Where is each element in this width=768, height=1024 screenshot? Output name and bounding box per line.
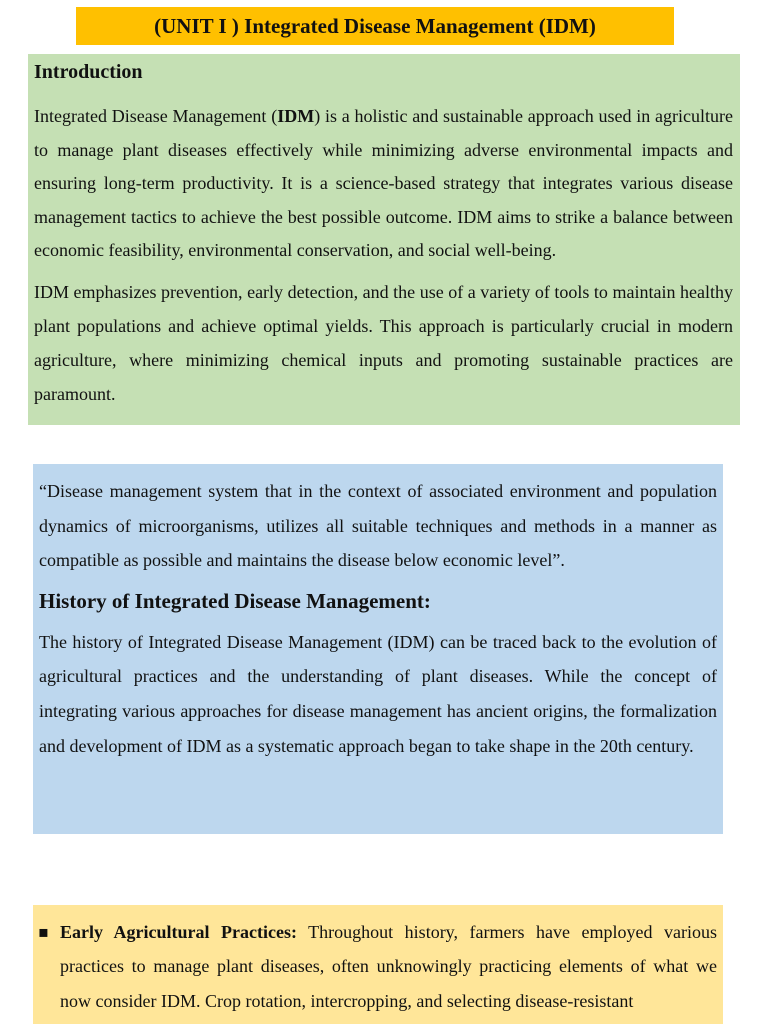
introduction-heading: Introduction: [34, 61, 143, 83]
history-bullets-section: [33, 905, 723, 1024]
list-item: [38, 915, 717, 1018]
intro-text-start: Integrated Disease Management (: [34, 106, 278, 126]
introduction-paragraph-2: IDM emphasizes prevention, early detection, and the use of a variety of tools to maintain healthy plant populations and achieve optimal yields. This approach is particularly crucial in modern agriculture, where minimizing chemical inputs and promoting sustainable practices are paramount.: [34, 281, 733, 404]
bullet-body: Throughout history, farmers have employed various practices to manage plant diseases, often unknowingly practicing elements of what we now consider IDM. Crop rotation, intercropping, and selecting disease-resistant: [60, 922, 718, 1011]
bullet-text: [60, 915, 717, 1018]
introduction-paragraph-1: [34, 100, 733, 268]
history-heading: History of Integrated Disease Management:: [39, 588, 431, 613]
idm-definition-quote: “Disease management system that in the context of associated environment and population dynamics of microorganisms, utilizes all suitable techniques and methods in a manner as compatible as possible and maintains the disease below economic level”.: [39, 481, 717, 571]
definition-history-section: [33, 464, 723, 834]
unit-title-banner: [76, 7, 674, 45]
introduction-section: [28, 54, 740, 425]
idm-abbreviation: IDM: [277, 106, 315, 126]
square-bullet-icon: ▪: [38, 922, 49, 941]
history-paragraph: The history of Integrated Disease Management (IDM) can be traced back to the evolution of agricultural practices and the understanding of plant diseases. While the concept of integrating various approaches for disease management has ancient origins, the formalization and development of IDM as a systematic approach began to take shape in the 20th century.: [39, 631, 717, 756]
page-title: (UNIT I ) Integrated Disease Management (IDM): [154, 13, 596, 38]
bullet-label: Early Agricultural Practices:: [60, 922, 297, 942]
intro-text-rest: ) is a holistic and sustainable approach used in agriculture to manage plant diseases effectively while minimizing adverse environmental impacts and ensuring long-term productivity. It is a science-based strategy that integrates various disease management tactics to achieve the best possible outcome. IDM aims to strike a balance between economic feasibility, environmental conservation, and social well-being.: [34, 106, 733, 261]
